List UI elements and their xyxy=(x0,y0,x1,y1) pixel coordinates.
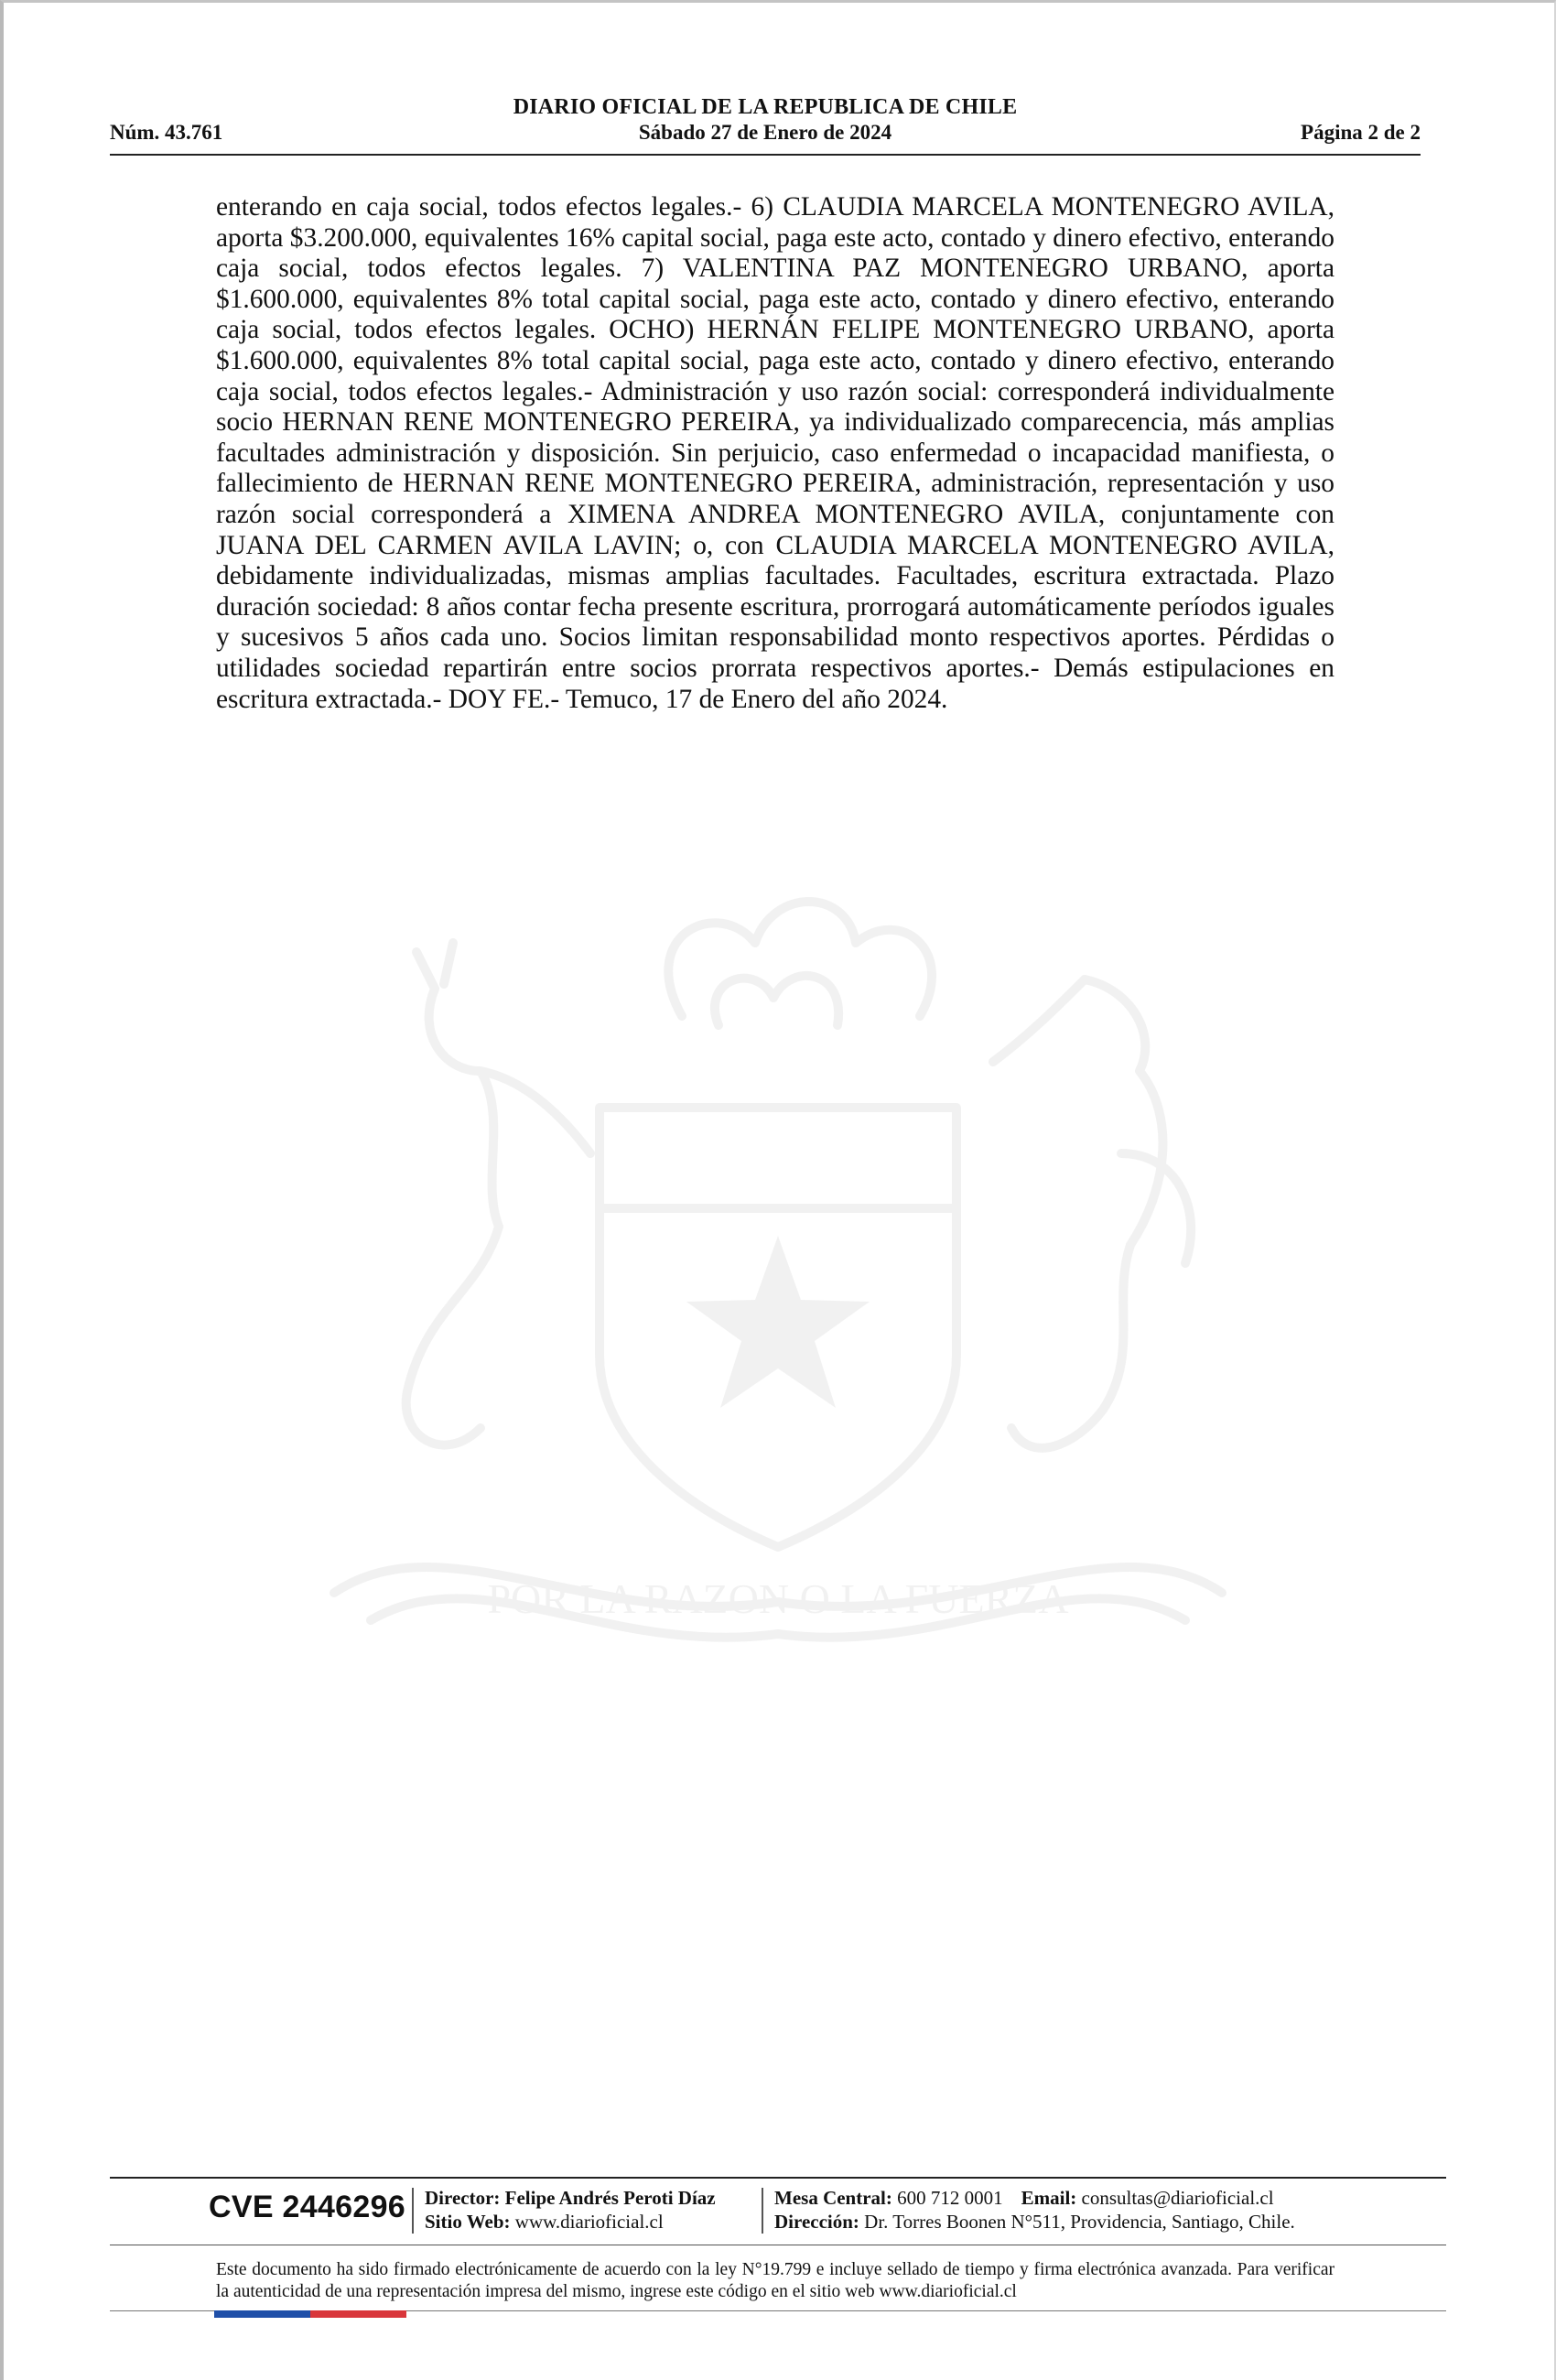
flag-red-stripe xyxy=(310,2310,406,2318)
watermark-motto: POR LA RAZON O LA FUERZA xyxy=(487,1575,1069,1622)
mesa-phone: 600 712 0001 xyxy=(897,2187,1003,2209)
flag-stripe xyxy=(214,2310,406,2318)
footer-contact-block xyxy=(774,2186,1295,2234)
director-label: Director: xyxy=(425,2187,501,2209)
flag-blue-stripe xyxy=(214,2310,310,2318)
director-name: Felipe Andrés Peroti Díaz xyxy=(504,2187,716,2209)
footer-top-rule xyxy=(110,2177,1446,2179)
footer-info xyxy=(110,2180,1446,2241)
issue-number: Núm. 43.761 xyxy=(110,121,223,144)
web-label: Sitio Web: xyxy=(425,2211,511,2233)
footer-director-block xyxy=(425,2186,716,2234)
issue-date: Sábado 27 de Enero de 2024 xyxy=(638,121,892,144)
extract-body-text: enterando en caja social, todos efectos legales.- 6) CLAUDIA MARCELA MONTENEGRO AVILA, aporta $3.200.000, equivalentes 16% capital social, paga este acto, contado y dinero efectivo, enterando caja social, todos efectos legales. 7) VALENTINA PAZ MONTENEGRO URBANO, aporta $1.600.000, equivalentes 8% total capital social, paga este acto, contado y dinero efectivo, enterando caja social, todos efectos legales. OCHO) HERNÁN FELIPE MONTENEGRO URBANO, aporta $1.600.000, equivalentes 8% total capital social, paga este acto, contado y dinero efectivo, enterando caja social, todos efectos legales.- Administración y uso razón social: corresponderá individualmente socio HERNAN RENE MONTENEGRO PEREIRA, ya individualizado comparecencia, más amplias facultades administración y disposición. Sin perjuicio, caso enfermedad o incapacidad manifiesta, o fallecimiento de HERNAN RENE MONTENEGRO PEREIRA, administración, representación y uso razón social corresponderá a XIMENA ANDREA MONTENEGRO AVILA, conjuntamente con JUANA DEL CARMEN AVILA LAVIN; o, con CLAUDIA MARCELA MONTENEGRO AVILA, debidamente individualizadas, mismas amplias facultades. Facultades, escritura extractada. Plazo duración sociedad: 8 años contar fecha presente escritura, prorrogará automáticamente períodos iguales y sucesivos 5 años cada uno. Socios limitan responsabilidad monto respectivos aportes. Pérdidas o utilidades sociedad repartirán entre socios prorrata respectivos aportes.- Demás estipulaciones en escritura extractada.- DOY FE.- Temuco, 17 de Enero del año 2024. xyxy=(216,192,1334,714)
address-value: Dr. Torres Boonen N°511, Providencia, Santiago, Chile. xyxy=(864,2211,1295,2233)
signature-notice: Este documento ha sido firmado electrónicamente de acuerdo con la ley N°19.799 e incluye sellado de tiempo y firma electrónica avanzada. Para verificar la autenticidad de una representación impresa del mismo, ingrese este código en el sitio web www.diarioficial.cl xyxy=(216,2260,1334,2301)
email-label: Email: xyxy=(1021,2187,1077,2209)
header-info-row xyxy=(110,121,1421,148)
publication-title: DIARIO OFICIAL DE LA REPUBLICA DE CHILE xyxy=(513,95,1018,119)
coat-of-arms-watermark xyxy=(206,879,1350,1675)
mesa-label: Mesa Central: xyxy=(774,2187,892,2209)
email-link[interactable]: consultas@diarioficial.cl xyxy=(1081,2187,1274,2209)
web-link[interactable]: www.diarioficial.cl xyxy=(514,2211,664,2233)
cve-code: CVE 2446296 xyxy=(209,2190,406,2224)
footer-separator xyxy=(412,2188,414,2234)
footer-separator xyxy=(762,2188,763,2234)
address-label: Dirección: xyxy=(774,2211,859,2233)
page-indicator: Página 2 de 2 xyxy=(1301,121,1421,144)
page-header xyxy=(110,95,1421,156)
